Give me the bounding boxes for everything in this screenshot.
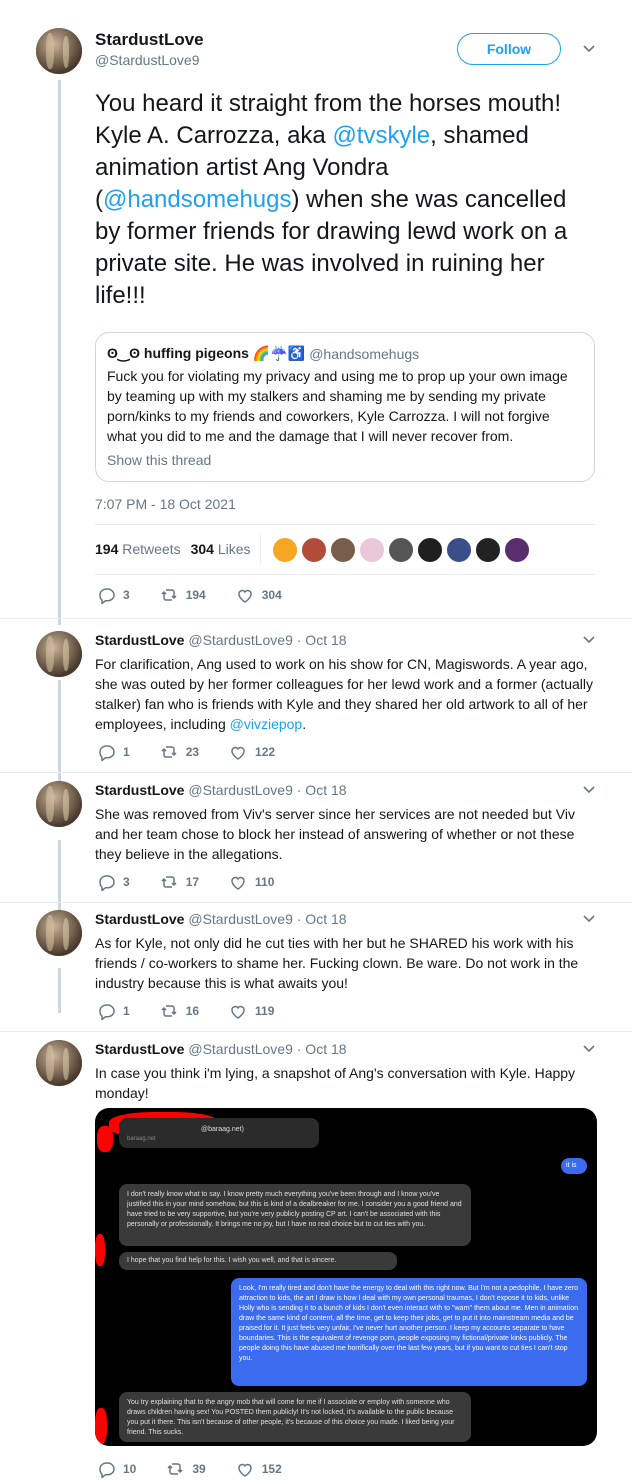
divider (95, 574, 595, 575)
stats-separator (260, 535, 261, 563)
reply-button[interactable] (97, 1002, 130, 1020)
like-button[interactable] (229, 1002, 274, 1020)
reply-button[interactable] (97, 873, 130, 891)
retweets-count: 194 (185, 588, 206, 602)
retweets-count: 16 (185, 1004, 200, 1018)
avatar[interactable] (36, 781, 82, 827)
avatar[interactable] (36, 28, 82, 74)
retweet-icon (160, 1002, 178, 1020)
retweet-icon (160, 873, 178, 891)
reply-icon (97, 586, 115, 604)
reply-date[interactable]: · Oct 18 (296, 911, 347, 927)
reply-header (95, 1041, 347, 1057)
contact-header-bubble (119, 1118, 319, 1148)
tweet-stats (95, 541, 251, 557)
thread-line (58, 680, 61, 785)
chevron-down-icon[interactable] (582, 783, 596, 797)
avatar[interactable] (36, 910, 82, 956)
author-name[interactable]: StardustLove (95, 782, 185, 798)
quoted-tweet[interactable] (95, 332, 595, 482)
author-handle[interactable]: @StardustLove9 (188, 632, 293, 648)
retweet-icon (160, 743, 178, 761)
reply-text-segment: . (302, 716, 307, 732)
thread-line (58, 840, 61, 915)
chevron-down-icon[interactable] (582, 42, 596, 56)
retweet-button[interactable] (166, 1460, 205, 1478)
divider (0, 618, 632, 619)
liker-avatar[interactable] (359, 537, 385, 563)
message-bubble: I don't really know what to say. I know pretty much everything you've been through and I know you've justified this in your mind somehow, but this is kind of a dealbreaker for me. I consider you a good friend and have tried to be very supportive, but you're very publicly posting CP art. I can't be associated with this personally or professionally. It brings me no joy, but I have no real choice but to cut ties with you. (119, 1184, 471, 1246)
reply-icon (97, 1002, 115, 1020)
redaction-mark (95, 1234, 105, 1266)
like-button[interactable] (229, 873, 274, 891)
heart-icon (229, 873, 247, 891)
author-name[interactable]: StardustLove (95, 30, 204, 49)
author-handle[interactable]: @StardustLove9 (188, 782, 293, 798)
avatar[interactable] (36, 1040, 82, 1086)
retweet-icon (160, 586, 178, 604)
reply-text (95, 1063, 595, 1103)
reply-header (95, 632, 347, 648)
chevron-down-icon[interactable] (582, 912, 596, 926)
tweet-actions (97, 1460, 312, 1478)
show-thread-link[interactable]: Show this thread (107, 452, 212, 468)
likes-count: 119 (255, 1004, 275, 1018)
reply-button[interactable] (97, 586, 130, 604)
reply-text-segment: As for Kyle, not only did he cut ties with her but he SHARED his work with his friends / co-workers to shame her. Fucking clown. Be ware. Do not work in the industry because this is what awaits you! (95, 935, 579, 991)
tweet-timestamp[interactable]: 7:07 PM - 18 Oct 2021 (95, 496, 236, 512)
retweets-count: 39 (192, 1462, 206, 1476)
likes-count: 110 (255, 875, 275, 889)
tweet-actions (97, 743, 305, 761)
reply-date[interactable]: · Oct 18 (296, 632, 347, 648)
author-name[interactable]: StardustLove (95, 911, 185, 927)
reply-icon (97, 743, 115, 761)
message-bubble: You try explaining that to the angry mob that will come for me if I associate or employ with someone who draws children having sex! You POSTED them publicly! It's not locked, it's available to the public because you put it there. This isn't because of other people, it's because of this choice you made. I liked being your friend. This sucks. (119, 1392, 471, 1442)
reply-text-segment: She was removed from Viv's server since her services are not needed but Viv and her team chose to block her instead of answering of whether or not these they believe in the allegations. (95, 806, 575, 862)
likes-count: 122 (255, 745, 276, 759)
reply-button[interactable] (97, 743, 130, 761)
replies-count: 1 (123, 1004, 130, 1018)
tweet-actions (97, 1002, 304, 1020)
divider (95, 524, 595, 525)
replies-count: 3 (123, 588, 130, 602)
message-bubble: Look, I'm really tired and don't have the energy to deal with this right now. But I'm not a pedophile, I have zero attraction to kids, the art I draw is how I deal with my own personal traumas, I don't expose it to kids, unlike Holly who is sending it to a bunch of kids I don't even interact with to "warn" them about me. Men in animation draw the same kind of content, all the time, get to keep their jobs, get to put it into mainstream media and be praised for it. It just feels very unfair, I've never hurt another person. I keep my accounts separate to have boundaries. This is the equivalent of revenge porn, people exposing my fictional/private kinks publicly. The people doing this have abused me horrifically over the last few years, but if you want to cut ties I can't stop you. (231, 1278, 587, 1386)
author-handle[interactable]: @StardustLove9 (188, 911, 293, 927)
reply-header (95, 911, 347, 927)
tweet-actions (97, 873, 304, 891)
retweet-icon (166, 1460, 184, 1478)
quote-author-handle: @handsomehugs (309, 345, 420, 362)
quote-author-emoji: 🌈☔♿ (252, 345, 306, 361)
heart-icon (229, 743, 247, 761)
reply-date[interactable]: · Oct 18 (296, 782, 347, 798)
retweet-button[interactable] (160, 1002, 199, 1020)
redaction-mark (95, 1408, 107, 1444)
replies-count: 10 (123, 1462, 137, 1476)
liker-avatar[interactable] (388, 537, 414, 563)
liker-avatar[interactable] (272, 537, 298, 563)
conversation-screenshot[interactable] (95, 1108, 597, 1446)
like-button[interactable] (236, 1460, 282, 1478)
heart-icon (229, 1002, 247, 1020)
liker-avatar[interactable] (330, 537, 356, 563)
reply-text (95, 654, 595, 734)
divider (0, 902, 632, 903)
message-bubble: it is (561, 1158, 587, 1174)
tweet-actions (97, 586, 312, 604)
reply-text-segment: In case you think i'm lying, a snapshot of Ang's conversation with Kyle. Happy monday! (95, 1065, 576, 1101)
likes-count: 304 (261, 588, 282, 602)
reply-button[interactable] (97, 1460, 136, 1478)
author-name[interactable]: StardustLove (95, 632, 185, 648)
chevron-down-icon[interactable] (582, 633, 596, 647)
reply-text-segment: For clarification, Ang used to work on his show for CN, Magiswords. A year ago, she was outed by her former colleagues for her lewd work and a former (actually stalker) fan who is friends with Kyle and they shared her old artwork to all of her employees, including (95, 656, 594, 732)
like-button[interactable] (229, 743, 275, 761)
tweet-text-segment: ) when she was cancelled by former friends for drawing lewd work on a private site. He was involved in ruining her life!!! (95, 186, 568, 309)
mention-link[interactable]: @vivziepop (229, 716, 303, 732)
divider (0, 772, 632, 773)
author-name[interactable]: StardustLove (95, 1041, 185, 1057)
replies-count: 3 (123, 875, 130, 889)
liker-avatar[interactable] (417, 537, 443, 563)
retweet-button[interactable] (160, 743, 199, 761)
reply-text (95, 933, 595, 993)
mention-link[interactable]: @tvskyle (332, 122, 431, 149)
tweet-text-segment: , shamed animation artist Ang Vondra ( (95, 122, 529, 213)
reply-icon (97, 873, 115, 891)
thread-line (58, 80, 61, 625)
liker-avatar[interactable] (475, 537, 501, 563)
reply-icon (97, 1460, 115, 1478)
like-stat[interactable]: 304 Likes (190, 541, 251, 557)
avatar[interactable] (36, 631, 82, 677)
liker-avatars (272, 537, 530, 563)
likes-count: 152 (261, 1462, 282, 1476)
heart-icon (236, 1460, 254, 1478)
message-bubble: I hope that you find help for this. I wish you well, and that is sincere. (119, 1252, 397, 1270)
reply-header (95, 782, 347, 798)
tweet-text-segment: You heard it straight from the horses mouth! Kyle A. Carrozza, aka (95, 90, 562, 149)
chevron-down-icon[interactable] (582, 1042, 596, 1056)
retweets-count: 23 (185, 745, 200, 759)
retweet-button[interactable] (160, 586, 206, 604)
contact-subtitle: baraag.net (127, 1136, 156, 1142)
author-handle[interactable]: @StardustLove9 (95, 52, 200, 68)
thread-line (58, 968, 61, 1013)
contact-name: @baraag.net) (201, 1126, 244, 1133)
retweets-count: 17 (185, 875, 200, 889)
reply-date[interactable]: · Oct 18 (296, 1041, 347, 1057)
quote-text: Fuck you for violating my privacy and using me to prop up your own image by teaming up with my stalkers and shaming me by sending my private porn/kinks to my friends and coworkers, Kyle Carrozza. I will not forgive what you did to me and the damage that I will never recover from. (107, 368, 568, 444)
follow-button[interactable]: Follow (457, 33, 561, 65)
mention-link[interactable]: @handsomehugs (103, 186, 292, 213)
replies-count: 1 (123, 745, 130, 759)
liker-avatar[interactable] (301, 537, 327, 563)
reply-text (95, 804, 595, 864)
heart-icon (236, 586, 254, 604)
author-handle[interactable]: @StardustLove9 (188, 1041, 293, 1057)
liker-avatar[interactable] (504, 537, 530, 563)
tweet-text (95, 88, 595, 312)
divider (0, 1031, 632, 1032)
like-button[interactable] (236, 586, 282, 604)
retweet-stat[interactable]: 194 Retweets (95, 541, 181, 557)
redaction-mark (97, 1126, 113, 1152)
quote-author-name: ʘ‿ʘ huffing pigeons (107, 345, 249, 361)
retweet-button[interactable] (160, 873, 199, 891)
liker-avatar[interactable] (446, 537, 472, 563)
